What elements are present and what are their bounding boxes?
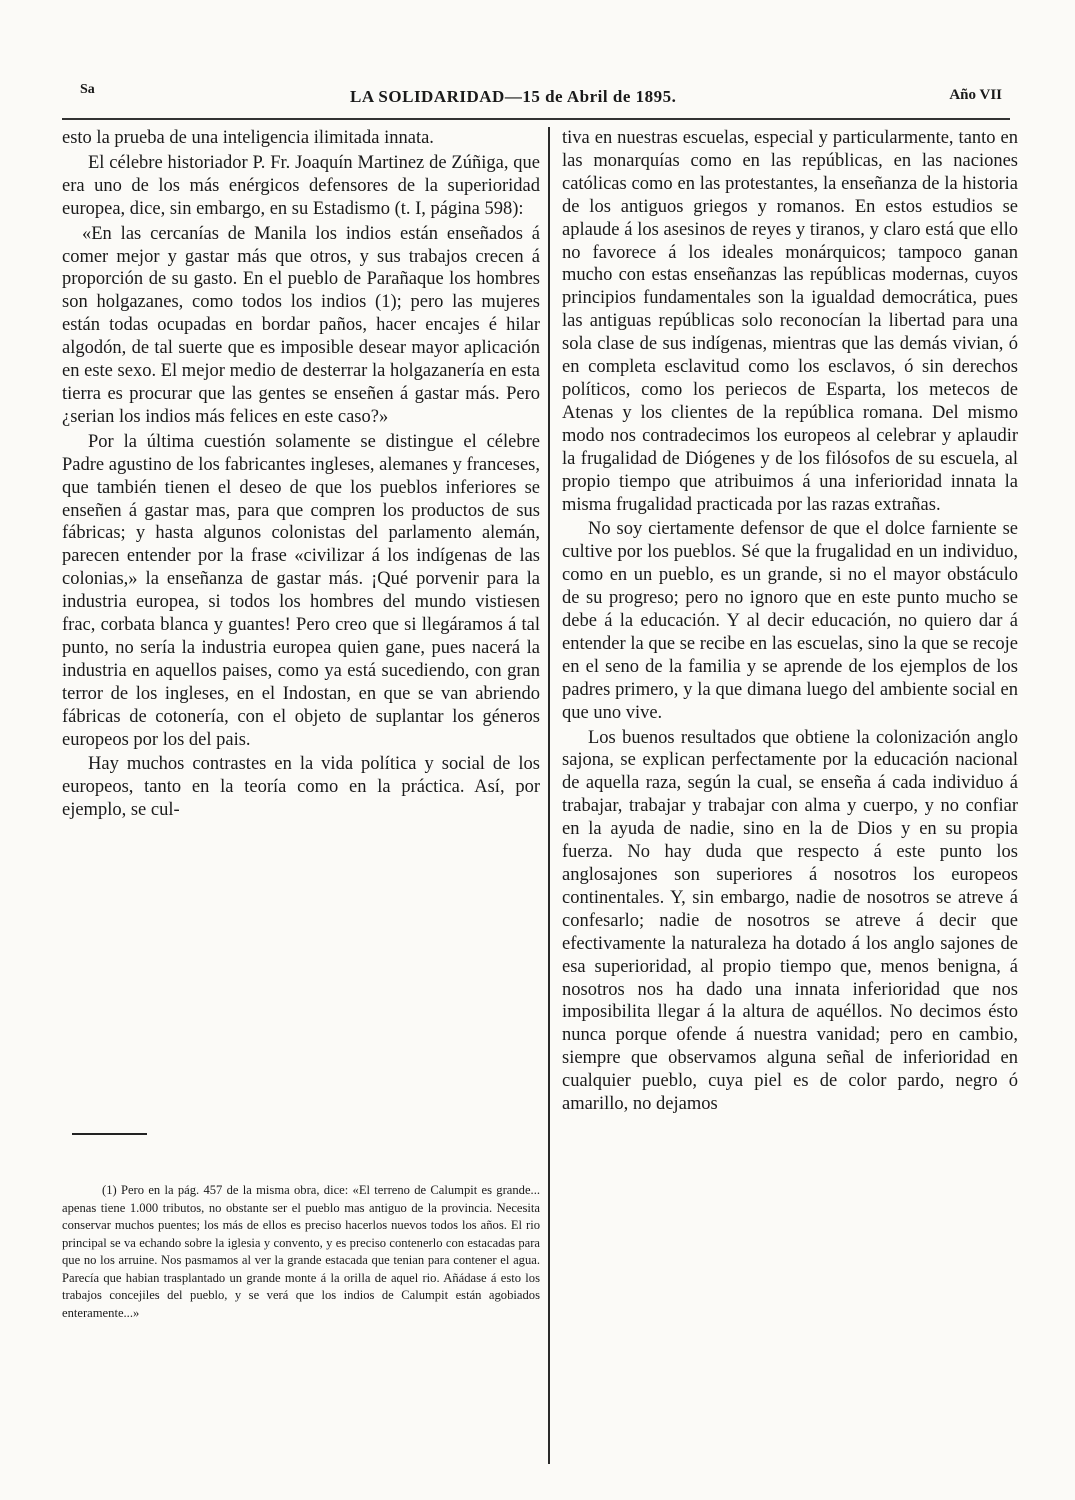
newspaper-title: LA SOLIDARIDAD—15 de Abril de 1895. <box>350 87 677 106</box>
year-label: Año VII <box>949 87 1002 103</box>
header-rule <box>62 118 1010 120</box>
page-number: Sa <box>80 82 95 97</box>
column-divider <box>548 127 550 1464</box>
left-column <box>62 127 540 824</box>
paragraph: tiva en nuestras escuelas, especial y particularmente, tanto en las monarquías como en las repúblicas, en las naciones católicas como en las protestantes, la enseñanza de la historia de los antiguos griegos y romanos. En estos estudios se aplaude á los asesinos de reyes y tiranos, y claro está que ello no favorece á los ideales monárquicos; tampoco ganan mucho con estas enseñanzas las repúblicas modernas, cuyos principios fundamentales son la igualdad democrática, pues las antiguas repúblicas solo reconocían la libertad para una sola clase de sus indígenas, mientras que las demás vivian, ó en completa esclavitud como los esclavos, ó sin derechos políticos, como los periecos de Esparta, los metecos de Atenas y los clientes de la república romana. Del mismo modo nos contradecimos los europeos al celebrar y aplaudir la frugalidad de Diógenes y de los filósofos de su escuela, al propio tiempo que atribuimos á una inferioridad innata la misma frugalidad practicada por las razas extrañas. <box>562 128 1018 515</box>
paragraph: No soy ciertamente defensor de que el dolce farniente se cultive por los pueblos. Sé que la frugalidad en un individuo, como en un pueblo, es un grande, si no el mayor obstáculo de su progreso; pero no ignoro que en este punto mucho se debe á la educación. Y al decir educación, no quiero dar á entender la que se recibe en las escuelas, sino la que se recoje en el seno de la familia y se aprende de los ejemplos de los padres primero, y la que dimana luego del ambiente social en que uno vive. <box>562 519 1018 723</box>
paragraph: Los buenos resultados que obtiene la colonización anglo sajona, se explican perfectamente por la educación nacional de aquella raza, según la cual, se enseña á cada individuo á trabajar, trabajar y trabajar con alma y cuerpo, y no confiar en la ayuda de nadie, sino en la de Dios y en su propia fuerza. No hay duda que respecto á este punto los anglosajones son superiores á nosotros los europeos continentales. Y, sin embargo, nadie de nosotros se atreve á confesarlo; nadie de nosotros se atreve á decir que efectivamente la naturaleza ha dotado á los anglo sajones de esa superioridad, al propio tiempo que, menos benigna, á nosotros nos ha dado una innata inferioridad que nos imposibilita llegar á la altura de aquéllos. No decimos ésto nunca porque ofende á nuestra vanidad; pero en cambio, siempre que observamos alguna señal de inferioridad en cualquier pueblo, cuya piel es de color pardo, negro ó amarillo, no dejamos <box>562 727 1018 1115</box>
footnote <box>62 1182 540 1322</box>
paragraph: Hay muchos contrastes en la vida política y social de los europeos, tanto en la teoría como en la práctica. Así, por ejemplo, se cul- <box>62 754 540 821</box>
paragraph: El célebre historiador P. Fr. Joaquín Martinez de Zúñiga, que era uno de los más enérgicos defensores de la superioridad europea, dice, sin embargo, en su Estadismo (t. I, página 598): <box>62 152 540 219</box>
footnote-rule <box>72 1133 147 1135</box>
paragraph: esto la prueba de una inteligencia ilimitada innata. <box>62 128 434 148</box>
footnote-text: (1) Pero en la pág. 457 de la misma obra, dice: «El terreno de Calumpit es grande... apenas tiene 1.000 tributos, no obstante ser el pueblo mas antiguo de la provincia. Necesita conservar muchos puentes; los más de ellos es preciso hacerlos nuevos todos los años. El rio principal se va echando sobre la iglesia y convento, y es preciso contenerlo con estacadas para que no los arruine. Nos pasmamos al ver la grande estacada que tenian para contener el agua. Parecía que habian trasplantado un grande monte á la orilla de aquel rio. Añádase á esto los trabajos concejiles del pueblo, y se verá que los indios de Calumpit están agobiados enteramente...» <box>62 1183 540 1320</box>
quote-paragraph: «En las cercanías de Manila los indios están enseñados á comer mejor y gastar más que otros, y sus trabajos crecen á proporción de su gasto. En el pueblo de Parañaque los hombres son holgazanes, como todos los indios (1); pero las mujeres están todas ocupadas en bordar paños, hacer encajes é hilar algodón, de tal suerte que es imposible desear mayor aplicación en este sexo. El mejor medio de desterrar la holgazanería en esta tierra es procurar que las gentes se enseñen á gastar más. Pero ¿serian los indios más felices en este caso?» <box>62 223 540 427</box>
page-header <box>80 82 1010 112</box>
right-column <box>562 127 1018 1118</box>
paragraph: Por la última cuestión solamente se distingue el célebre Padre agustino de los fabricantes ingleses, alemanes y franceses, que también tienen el deseo de que los pueblos inferiores se enseñen á gastar mas, para que compren los productos de sus fábricas; y hasta algunos colonistas del parlamento alemán, parecen entender por la frase «civilizar á los indígenas de las colonias,» la enseñanza de gastar más. ¡Qué porvenir para la industria europea, si todos los hombres del mundo vistiesen frac, corbata blanca y guantes! Pero creo que si llegáramos á tal punto, no sería la industria europea quien gane, pues nacerá la industria en aquellos paises, como ya está sucediendo, con gran terror de los ingleses, en el Indostan, en que se van abriendo fábricas de cotonería, con el objeto de suplantar los géneros europeos por los del pais. <box>62 431 540 750</box>
